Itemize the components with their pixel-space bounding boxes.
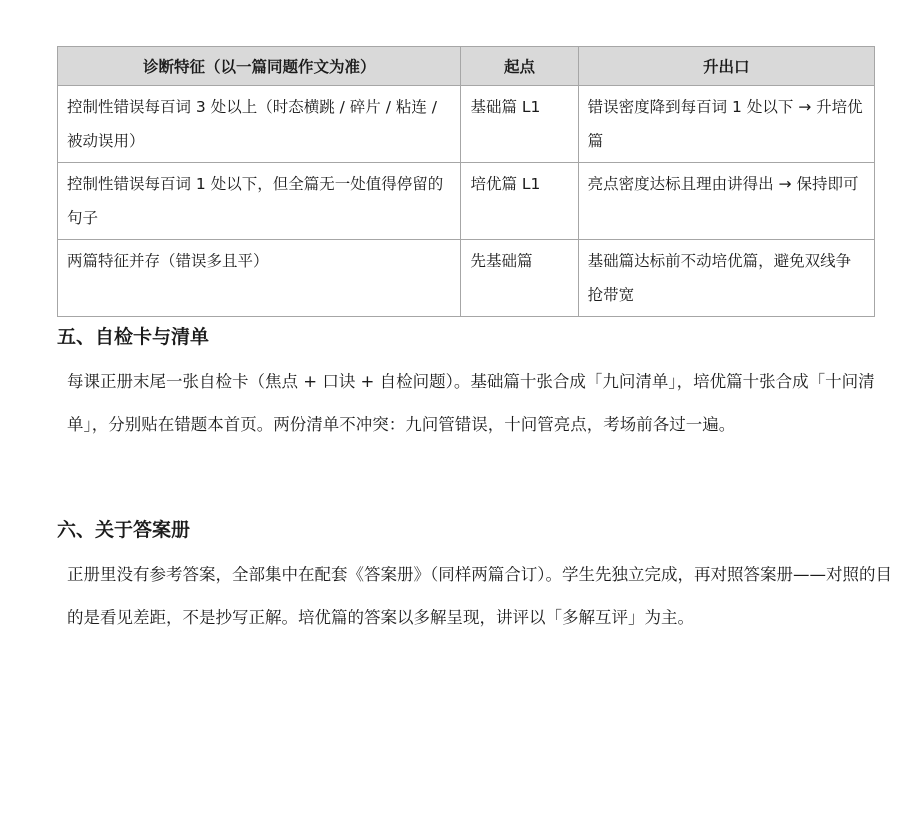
cell-exit: 亮点密度达标且理由讲得出 → 保持即可: [578, 163, 874, 240]
cell-feature: 控制性错误每百词 1 处以下，但全篇无一处值得停留的句子: [58, 163, 461, 240]
header-exit-criteria: 升出口: [578, 47, 874, 86]
cell-start: 先基础篇: [461, 240, 578, 317]
table-row: [58, 163, 875, 240]
section-heading-self-check: 五、自检卡与清单: [57, 326, 210, 348]
header-starting-point: 起点: [461, 47, 578, 86]
cell-exit: 错误密度降到每百词 1 处以下 → 升培优篇: [578, 86, 874, 163]
cell-exit: 基础篇达标前不动培优篇，避免双线争抢带宽: [578, 240, 874, 317]
cell-feature: 两篇特征并存（错误多且平）: [58, 240, 461, 317]
section-paragraph-self-check: 每课正册末尾一张自检卡（焦点 + 口诀 + 自检问题）。基础篇十张合成「九问清单」，培优篇十张合成「十问清单」，分别贴在错题本首页。两份清单不冲突：九问管错误，十问管亮点，考场前各过一遍。: [67, 372, 875, 434]
header-diagnosis-feature: 诊断特征（以一篇同题作文为准）: [58, 47, 461, 86]
section-paragraph-answer-book: 正册里没有参考答案，全部集中在配套《答案册》（同样两篇合订）。学生先独立完成，再对照答案册——对照的目的是看见差距，不是抄写正解。培优篇的答案以多解呈现，讲评以「多解互评」为主。: [67, 565, 892, 627]
cell-start: 培优篇 L1: [461, 163, 578, 240]
diagnosis-table: [57, 46, 875, 317]
section-heading-answer-book: 六、关于答案册: [57, 519, 191, 541]
table-header-row: [58, 47, 875, 86]
table-row: [58, 86, 875, 163]
cell-start: 基础篇 L1: [461, 86, 578, 163]
cell-feature: 控制性错误每百词 3 处以上（时态横跳 / 碎片 / 粘连 / 被动误用）: [58, 86, 461, 163]
table-row: [58, 240, 875, 317]
